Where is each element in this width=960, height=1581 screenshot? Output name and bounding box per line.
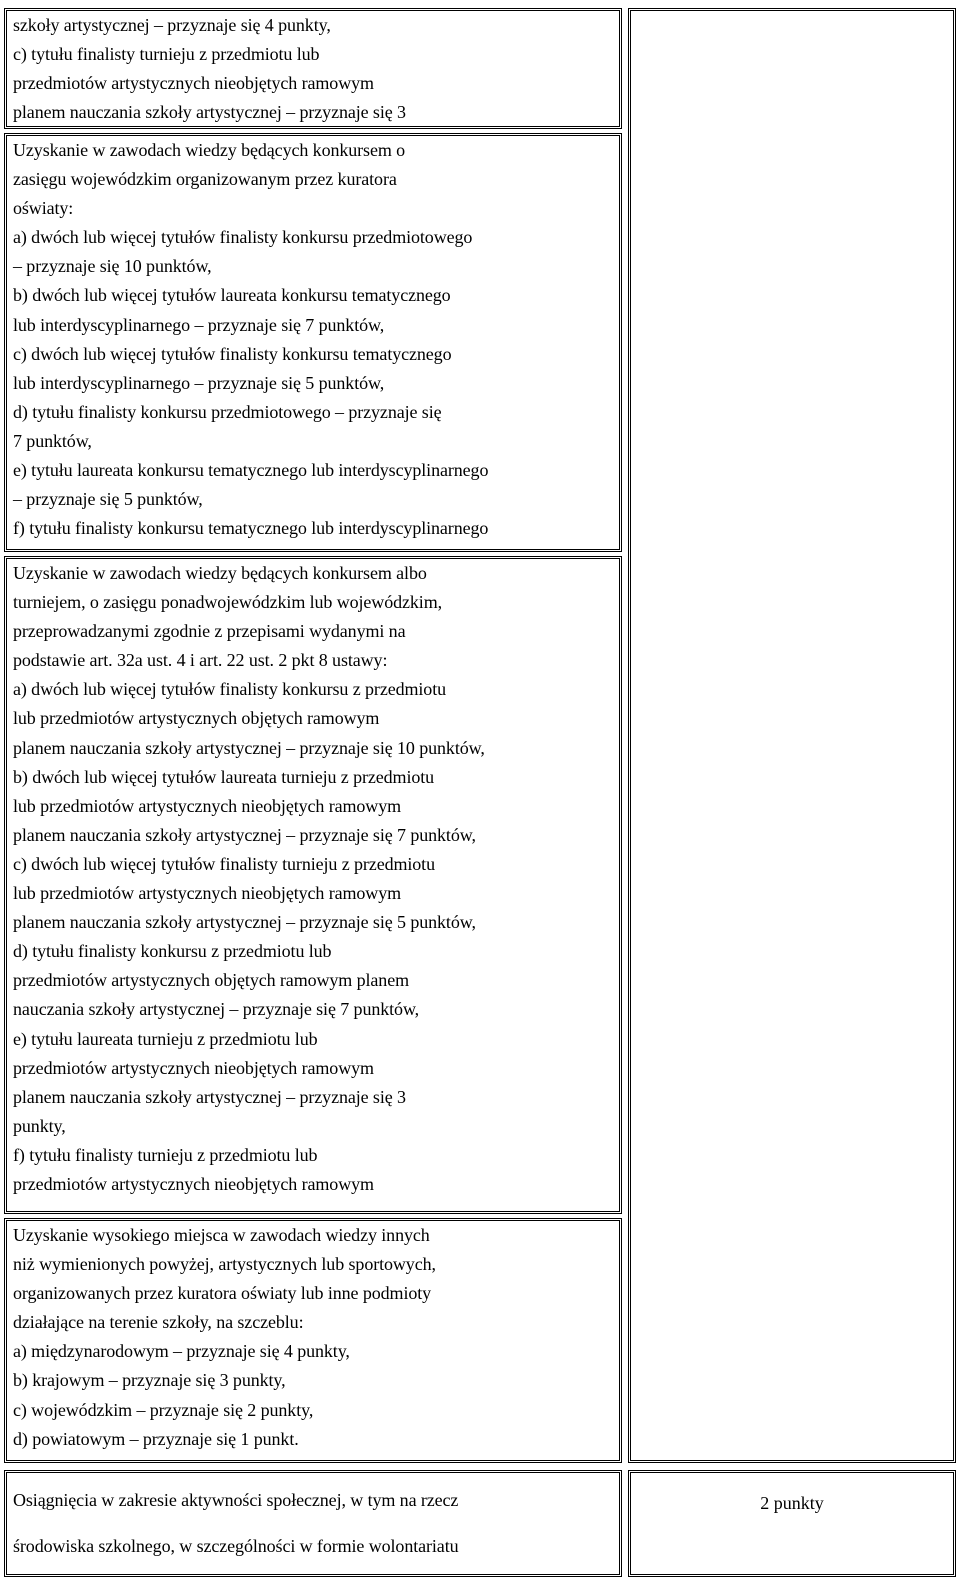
text-line: turniejem, o zasięgu ponadwojewódzkim lub wojewódzkim, [13,592,442,613]
text-line: przedmiotów artystycznych objętych ramowym planem [13,970,409,991]
text-line: – przyznaje się 5 punktów, [13,489,203,510]
text-line: zasięgu wojewódzkim organizowanym przez kuratora [13,169,397,190]
text-line: środowiska szkolnego, w szczególności w formie wolontariatu [13,1536,459,1556]
row-3-criterion-cell [4,556,622,1214]
text-line: a) międzynarodowym – przyznaje się 4 punkty, [13,1341,350,1362]
text-line: c) dwóch lub więcej tytułów finalisty turnieju z przedmiotu [13,853,435,874]
text-line: Uzyskanie w zawodach wiedzy będących konkursem albo [13,563,427,583]
row-1-text [13,11,617,127]
text-line: szkoły artystycznej – przyznaje się 4 punkty, [13,15,331,35]
text-line: e) tytułu laureata turnieju z przedmiotu lub [13,1028,318,1049]
points-cell-merged [628,8,956,1463]
text-line: f) tytułu finalisty konkursu tematycznego lub interdyscyplinarnego [13,518,489,539]
text-line: Osiągnięcia w zakresie aktywności społecznej, w tym na rzecz [13,1490,459,1510]
text-line: przedmiotów artystycznych nieobjętych ramowym [13,73,374,94]
text-line: planem nauczania szkoły artystycznej – przyznaje się 3 [13,102,406,123]
points-value: 2 punkty [760,1493,824,1513]
text-line: lub przedmiotów artystycznych objętych ramowym [13,708,380,729]
text-line: b) krajowym – przyznaje się 3 punkty, [13,1370,286,1391]
text-line: Uzyskanie w zawodach wiedzy będących konkursem o [13,140,406,160]
text-line: b) dwóch lub więcej tytułów laureata konkursu tematycznego [13,285,451,306]
text-line: planem nauczania szkoły artystycznej – przyznaje się 5 punktów, [13,912,476,933]
row-4-criterion-cell [4,1218,622,1463]
text-line: c) dwóch lub więcej tytułów finalisty konkursu tematycznego [13,343,452,364]
text-line: podstawie art. 32a ust. 4 i art. 22 ust. 2 pkt 8 ustawy: [13,650,388,671]
text-line: – przyznaje się 10 punktów, [13,256,212,277]
text-line: lub interdyscyplinarnego – przyznaje się 5 punktów, [13,372,385,393]
text-line: punkty, [13,1115,66,1136]
row-2-text [13,136,617,543]
text-line: a) dwóch lub więcej tytułów finalisty konkursu z przedmiotu [13,679,446,700]
text-line: oświaty: [13,198,74,219]
text-line: przedmiotów artystycznych nieobjętych ramowym [13,1173,374,1194]
text-line: nauczania szkoły artystycznej – przyznaje się 7 punktów, [13,999,420,1020]
text-line: d) tytułu finalisty konkursu z przedmiotu lub [13,941,332,962]
text-line: planem nauczania szkoły artystycznej – przyznaje się 10 punktów, [13,737,485,758]
row-5-points-cell [628,1470,956,1577]
text-line: planem nauczania szkoły artystycznej – przyznaje się 3 [13,1086,406,1107]
text-line: 7 punktów, [13,430,92,451]
text-line: d) tytułu finalisty konkursu przedmiotowego – przyznaje się [13,401,442,422]
row-5-text [13,1477,617,1569]
text-line: e) tytułu laureata konkursu tematycznego lub interdyscyplinarnego [13,460,489,481]
row-5-criterion-cell [4,1470,622,1577]
text-line: c) wojewódzkim – przyznaje się 2 punkty, [13,1399,314,1420]
text-line: lub przedmiotów artystycznych nieobjętych ramowym [13,795,401,816]
text-line: c) tytułu finalisty turnieju z przedmiotu lub [13,44,320,65]
row-1-criterion-cell [4,8,622,129]
text-line: lub przedmiotów artystycznych nieobjętych ramowym [13,883,401,904]
text-line: Uzyskanie wysokiego miejsca w zawodach wiedzy innych [13,1225,430,1245]
text-line: przedmiotów artystycznych nieobjętych ramowym [13,1057,374,1078]
text-line: planem nauczania szkoły artystycznej – przyznaje się 7 punktów, [13,824,476,845]
text-line: działające na terenie szkoły, na szczeblu: [13,1312,304,1333]
text-line: f) tytułu finalisty turnieju z przedmiotu lub [13,1144,318,1165]
row-3-text [13,559,617,1199]
text-line: b) dwóch lub więcej tytułów laureata turnieju z przedmiotu [13,766,435,787]
row-4-text [13,1221,617,1454]
row-2-criterion-cell [4,133,622,552]
text-line: przeprowadzanymi zgodnie z przepisami wydanymi na [13,621,406,642]
text-line: niż wymienionych powyżej, artystycznych lub sportowych, [13,1254,436,1275]
text-line: d) powiatowym – przyznaje się 1 punkt. [13,1428,299,1449]
text-line: lub interdyscyplinarnego – przyznaje się 7 punktów, [13,314,385,335]
text-line: a) dwóch lub więcej tytułów finalisty konkursu przedmiotowego [13,227,473,248]
text-line: organizowanych przez kuratora oświaty lub inne podmioty [13,1283,432,1304]
